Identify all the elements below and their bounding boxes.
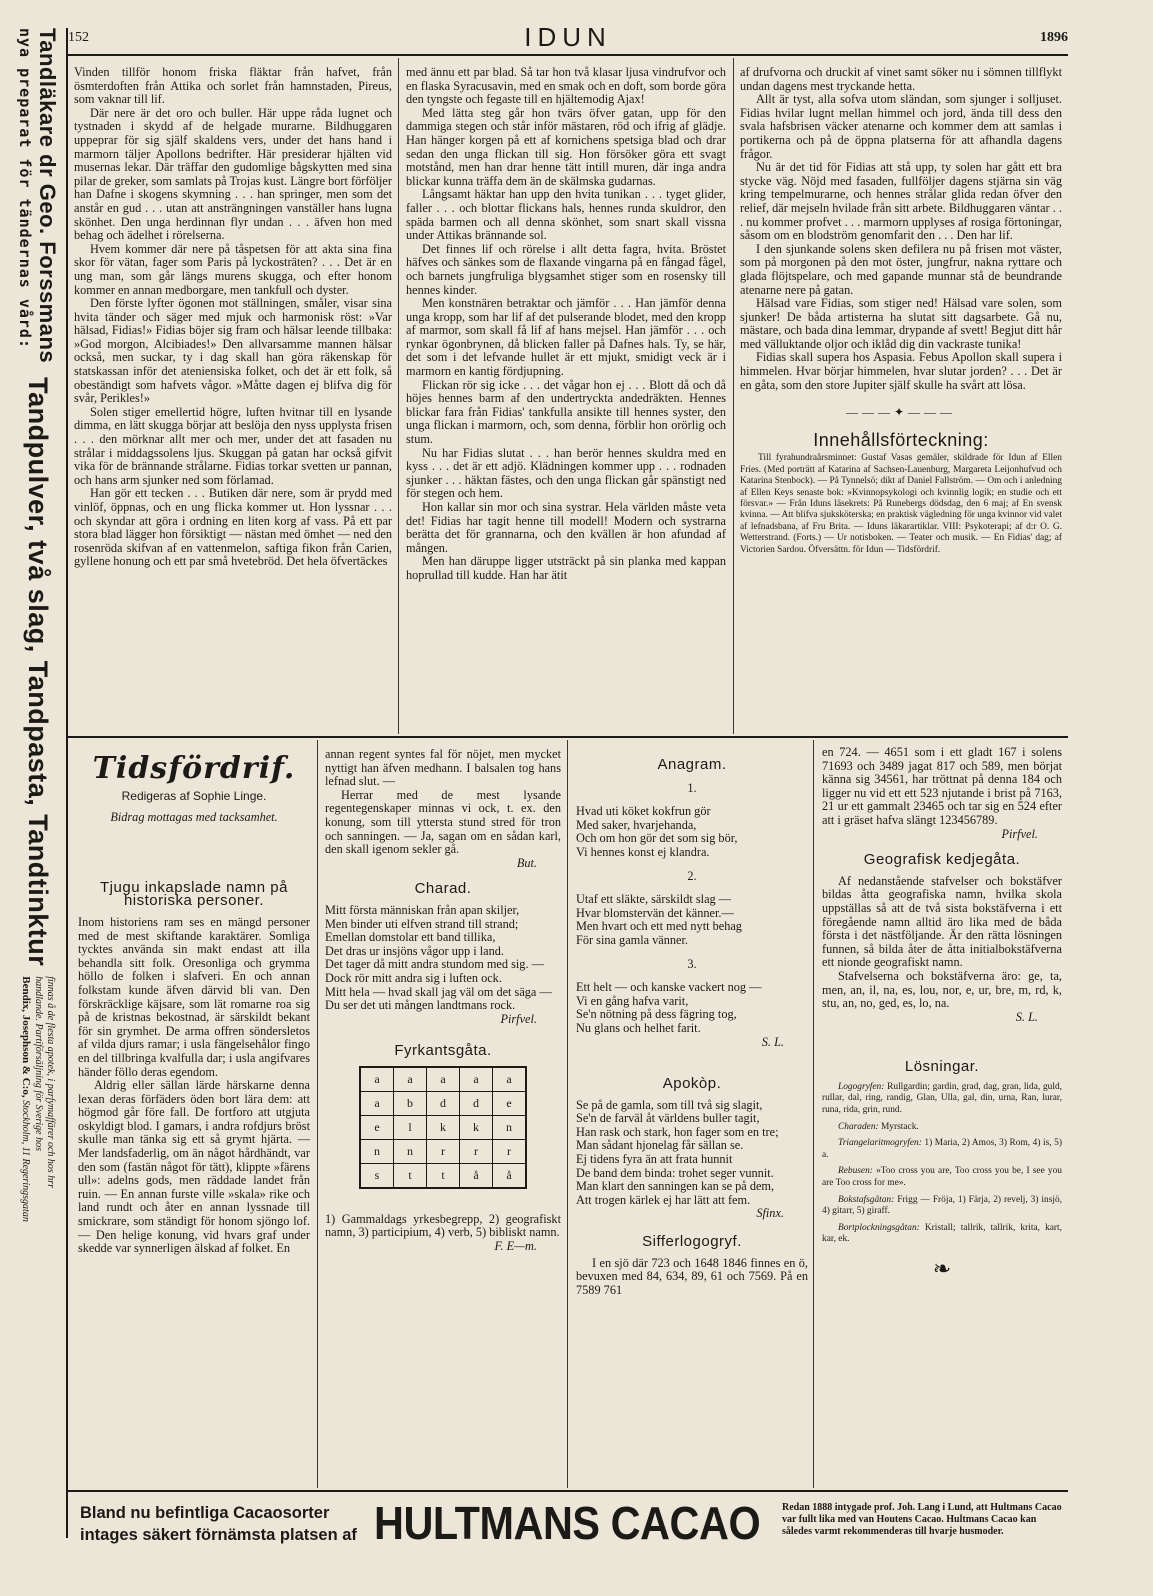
grid-cell: a [360,1067,394,1092]
apokop-line: Att trogen kärlek ej har lätt att fem. [576,1192,751,1207]
apokop-line: De band dem binda: trohet seger vunnit. [576,1165,774,1180]
grid-cell: a [460,1067,493,1092]
grid-row [360,1163,526,1188]
article-paragraph: Med lätta steg går hon tvärs öfver gatan, upp för den dammiga stegen och står inför mästaren, röd och ifrig af glädje. Han hänger korgen på ett af kornichens spetsiga blad och drar sedan den unga flickan till sig. Hon försöker göra ett svagt motstånd, men han drar henne tätt intill muren, där inga andra blickar kunna träffa dem än de skälmska gudarnas. [406,105,726,188]
grid-cell: b [394,1091,427,1115]
article-paragraph: Hälsad vare Fidias, som stiger ned! Hälsad vare solen, som sjunker! De båda artisterna ha slutat sitt dagsarbete. Gå nu, mästare, och bada dina lemmar, drypande af svett! Begjut ditt hår med välluktande oljor och iklåd dig din vackraste tunika! [740,296,1062,351]
column-divider [398,58,399,734]
side-ad-products: Tandpulver, två slag, Tandpasta, Tandtinktur [23,377,54,967]
article-paragraph: Nu har Fidias slutat . . . han berör hennes skuldra med en kyss . . . det är ett adjö. Klädningen kommer upp . . . rodnaden sjunker . . . häktan fästes, och den unga flickan går spänstigt ned för stegen och hem. [406,445,726,501]
anagram-line: Se'n nötning på dess fägring tog, [576,1007,737,1022]
anagram-line: Vi hennes konst ej klandra. [576,844,710,859]
puzzle-text: annan regent syntes fal för nöjet, men mycket nyttigt han äfven medhann. I balsalen tog hans lefnad slut. — [325,747,561,789]
siffer-text: I en sjö där 723 och 1648 1846 finnes en ö, bevuxen med 84, 634, 89, 61 och 7569. På en 7589 761 [576,1255,808,1297]
column-divider [317,740,318,1488]
fyrkant-title: Fyrkantsgåta. [394,1042,492,1060]
article-paragraph: Nu är det tid för Fidias att stå upp, ty solen har gått ett bra stycke väg. Nöjd med fasaden, fullföljer dagens stjärna sin väg kring tempelmurarne, och hennes strålar glida redan öfver den relief, där mejseln hvilade från sitt arbete. Bildhuggaren väntar . . . nu kommer profvet . . . marmorn upplyses af rosiga förtoningar, såsom om en blodström genomfarit den . . . Den har lif. [740,160,1062,243]
charad-line: Mitt hela — hvad skall jag väl om det säga — [325,984,552,999]
grid-cell: å [493,1163,527,1188]
charad-line: Emellan domstolar ett band tillika, [325,930,496,945]
article-paragraph: Han gör ett tecken . . . Butiken där nere, som är prydd med vinlöf, öppnas, och en ung flicka kommer ut. Hon lyssnar . . . och skyndar att göra i ordning en liten korg af vass. På ett par stora blad lägger hon försiktigt — nästan med ömhet — ned den rosenröda skifvan af en vattenmelon, saftiga fikon från Carien, gyllene honung och ett par små hvetebröd. Det hela öfvertäckes [74,486,392,569]
solution-label: Triangelaritmogryfen: [838,1138,922,1149]
grid-cell: e [493,1091,527,1115]
signature: Sfinx. [756,1206,784,1221]
article-paragraph: Långsamt häktar han upp den hvita tunikan . . . tyget glider, faller . . . och blottar flickans hals, hennes runda skuldror, den späda barmen och all denna skönhet, som snart skall vissna under Attikas brännande sol. [406,187,726,243]
grid-cell: a [493,1067,527,1092]
charad-line: Mitt första människan från apan skiljer, [325,902,520,917]
column-divider [567,740,568,1488]
fyrkant-grid [359,1066,527,1189]
article-paragraph: Där nere är det oro och buller. Här uppe råda lugnet och tystnaden i skydd af de helgade murarne. Bildhuggaren uppeprar för sig själf skaldens vers, under det hans hand i marmorn täljer Apollons bedrifter. Här presiderar hjälten vid musernas lekar. Där träffar den gudomlige bågskytten med sina pilar de greker, som samlats på Trojas kust. Längre bort förföljer han Dafne i skogens skymning . . . han springer, men som det anstår en gud . . . utan att ansträngningen vanställer hans lugna skönhet. Den unga herdinnan flyr undan . . . äfven hon med behag och ädelhet i rörelserna. [74,105,392,243]
article-paragraph: Hvem kommer där nere på tåspetsen för att akta sina fina skor för vätan, fager som Paris på lyckosträten? . . . Det är en ung man, som går längs murens skugga, och efter honom kommer en annan medborgare, men tankfull och dyster. [74,241,392,297]
anagram-line: Utaf ett släkte, särskildt slag — [576,892,732,907]
solution-item [822,1082,1062,1117]
grid-cell: r [493,1139,527,1163]
editor-line: Redigeras af Sophie Linge. [121,788,267,803]
side-ad-fineprint [20,976,57,1222]
grid-cell: e [360,1115,394,1139]
fyrkant-clues: 1) Gammaldags yrkesbegrepp, 2) geografiskt namn, 3) participium, 4) verb, 5) bibliskt namn. [325,1211,561,1240]
solution-text: Frigg — Fröja, 1) Färja, 2) revelj, 3) insjö, 4) gitarr, 5) giraff. [822,1194,1062,1217]
losningar-title: Lösningar. [904,1058,980,1076]
grid-cell: t [427,1163,460,1188]
column-divider [813,740,814,1488]
grid-cell: l [394,1115,427,1139]
apokop-title: Apokòp. [662,1075,722,1093]
puzzle-column-3 [576,758,808,1297]
cacao-ad-left-1: Bland nu befintliga Cacaosorter [80,1504,330,1522]
grid-cell: k [427,1115,460,1139]
contents-title: Innehållsförteckning: [813,429,989,450]
solution-text: Rullgardin; gardin, grad, dag, gran, lida, guld, rullar, dal, ring, randig, Glan, Ulla, gal, din, urna, Ran, lurar, runa, rida, grin, rund. [822,1081,1062,1116]
solution-label: Bortplockningsgåtan: [838,1222,920,1233]
puzzle-column-4 [822,745,1062,1281]
solution-item [822,1166,1062,1189]
contributions-line: Bidrag mottagas med tacksamhet. [110,810,278,825]
side-divider [66,28,68,1538]
grid-cell: t [394,1163,427,1188]
grid-cell: r [427,1139,460,1163]
cacao-ad-right: Redan 1888 intygade prof. Joh. Lang i Lund, att Hultmans Cacao var fullt lika med van Houtens Cacao. Hultmans Cacao kan således varmt rekommenderas till hvarje husmoder. [782,1502,1062,1537]
charad-line: Det dras ur insjöns vågor upp i land. [325,943,504,958]
signature: Pirfvel. [1001,826,1038,841]
solution-text: Kristall; tallrik, tallrik, krita, kart, kar, ek. [822,1222,1062,1245]
apokop-line: Ej tidens fyra än att frata hunnit [576,1152,733,1167]
grid-row [360,1115,526,1139]
article-paragraph: Solen stiger emellertid högre, luften hvitnar till en lysande dimma, en lätt skugga börjar att beslöja den nyss upplysta frisen . . . den mörknar allt mer och mer, under det att fasaden nu strålar i middagssolens ljus. Skuggan på gatan har också gifvit vika för de brännande strålarne. Fidias torkar svetten ur pannan, och hans arm sjunker ned som förlamad. [74,404,392,487]
grid-cell: k [460,1115,493,1139]
grid-cell: a [427,1067,460,1092]
article-paragraph: Vinden tillför honom friska fläktar från hafvet, från ösmterdoften från Attika och sorlet från hamnstaden, Pireus, som vaknar till lif. [74,65,392,107]
anagram-line: Men hvart och ett med nytt behag [576,919,742,934]
grid-row [360,1091,526,1115]
article-column-3 [740,66,1062,556]
grid-cell: s [360,1163,394,1188]
anagram-number: 1. [687,780,697,795]
grid-cell: n [394,1139,427,1163]
side-ad-subtitle: nya preparat för tändernas vård: [16,28,34,349]
solution-label: Logogryfen: [838,1081,885,1092]
article-paragraph: Fidias skall supera hos Aspasia. Febus Apollon skall supera i himmelen. Hvar börjar himmelen, hvar slutar jorden? . . . Det är en gåta, som den store Jupiter själf skulle ha svårt att lösa. [740,350,1062,392]
anagram-line: Hvad uti köket kokfrun gör [576,804,711,819]
cacao-brand: HULTMANS CACAO [374,1497,761,1549]
anagram-line: Ett helt — och kanske vackert nog — [576,980,762,995]
contents-text: Till fyrahundraårsminnet: Gustaf Vasas gemäler, skildrade för Idun af Ellen Fries. (Med porträtt af Katarina af Sachsen-Lauenburg, Margareta Leijonhufvud och Katarina Stenbock). — På Tynnelsö; dikt af Daniel Fallström. — Om och i anledning af Ellen Keys senaste bok: »Kvinnopsykologi och kvinnlig logik; en studie och ett försvar.» — Från Iduns läsekrets: På Runebergs dödsdag, den 6 maj; af En svensk kvinna. — Att blifva sjuksköterska; en praktisk vägledning för unga kvinnor vid valet af lefnadsbana, af Fru Brita. — Iduns läkarartiklar. VIII: Psykoterapi; af d:r O. G. Wetterstrand. (Forts.) — Ur notisboken. — Teater och musik. — En Fidias' dag; af Victorien Sardou. Öfversättn. för Idun — Tidsfördrif. [740,453,1062,555]
side-ad-dentist: Tandläkare dr Geo. Forssmans [35,28,60,364]
signature: Pirfvel. [500,1011,537,1026]
section-rule [68,736,1068,738]
anagram-line: Vi en gång hafva varit, [576,993,689,1008]
solution-item [822,1195,1062,1218]
siffer-continued: en 724. — 4651 som i ett gladt 167 i solens 71693 och 3489 jagat 817 och 589, men börjat känna sig 34561, har tröttnat på denna 184 och ligger nu vid ett ett 523 njutande i brist på 7163, 21 ur ett gammalt 23465 och tar sig en 524 efter att i gräset hafva slängt 123456789. [822,745,1062,827]
side-advertisement [8,28,68,1508]
solution-text: »Too cross you are, Too cross you be, I see you are Too cross for me». [822,1166,1062,1189]
page-header [68,22,1068,52]
article-paragraph: Flickan rör sig icke . . . det vågar hon ej . . . Blott då och då höjes hennes barm af den undertryckta andedräkten. Hennes blickar fara från Fidias' tankfulla ansikte till hennes syster, den unga flickan i marmorn, och, som denna, förblir hon orörlig och stum. [406,377,726,447]
apokop-line: Man sådant hjonelag får sällan se. [576,1138,744,1153]
anagram-line: Och om hon gör det som sig bör, [576,831,738,846]
issue-year: 1896 [1040,30,1068,45]
grid-cell: n [360,1139,394,1163]
article-paragraph: Hon kallar sin mor och sina systrar. Hela världen måste veta det! Fidias har tagit henne till modell! Modern och systrarna berätta det för grannarna, och den kvällen är hon afundad af mången. [406,500,726,555]
solution-label: Bokstafsgåtan: [838,1194,895,1205]
solution-label: Rebusen: [838,1166,873,1177]
side-ad-fine-2: handlande. Partiförsäljning för Sverige hos [33,976,45,1151]
anagram-number: 3. [687,956,697,971]
puzzle-column-2 [325,748,561,1254]
article-paragraph: I den sjunkande solens sken defilera nu på frisen mot väster, som på morgonen på den mot öster, jungfrur, nakna ryttare och glada flöjtspelare, och med gapande munnar stå de beundrande atenarne nere på gatan. [740,241,1062,297]
signature: F. E—m. [494,1239,537,1254]
anagram-line: Med saker, hvarjehanda, [576,817,697,832]
puzzle-paragraph: Inom historiens ram ses en mängd personer med de mest skiftande karaktärer. Somliga tycktes använda sin makt endast att illa behandla sitt folk. Oresonliga och grymma höllo de folken i slafveri. En och annan folkstam kunde äfven därvid bli van. Den förskräcklige käjsare, som lät romarne roa sig på de kristnas bekostnad, är särskildt bekant för sin grymhet. De arma offren söndersletos af vilda djurs ramar; i usla fängelsehålor fingo en del tillbringa kvalfulla dar; i usla angifvares händer föllo deras egendom. [78,914,310,1079]
anagram-number: 2. [687,868,697,883]
side-ad-fine-4: Stockholm, 11 Regeringsgatan [20,1100,32,1222]
grid-row [360,1067,526,1092]
grid-cell: a [360,1091,394,1115]
article-column-1 [74,66,392,569]
page-number: 152 [68,30,89,45]
column-divider [733,58,734,734]
cacao-ad-left-2: intages säkert förnämsta platsen af [80,1526,357,1544]
grid-cell: d [427,1091,460,1115]
geo-text-2: Stafvelserna och bokstäfverna äro: ge, ta, men, an, il, na, es, lou, nor, e, ur, bre, m, rd, k, stu, an, no, ged, es, lo, na. [822,968,1062,1011]
article-paragraph: Allt är tyst, alla sofva utom sländan, som sjunger i solljuset. Fidias hvilar lugnt mellan himmel och jord, ända till dess den svala hafsbrisen väcker atenarne och kommer dem att samlas i portikerna och på de öppna platserna för att afhandla dagens frågor. [740,92,1062,161]
puzzle-column-1 [78,751,310,1256]
charad-line: Du ser det uti mången landtmans rock. [325,998,516,1013]
puzzle-paragraph: Aldrig eller sällan lärde härskarne denna lexan deras förfäders öden bort lära dem: att högmod går före fall. De fortforo att utgjuta oskyldigt blod. I gamars, i andra rofdjurs bröst skulle man tänka sig ett så grymt hjärta. — Mer landsfaderlig, om än något hårdhändt, var den som (fastän något för tätt), klippte »färens ull»: adelns gods, men räddade landet från ruin. — En annan furste ville »skala» rike och land rundt och åter en annan lyssnade till smickrare, som ständigt för honom sjöngo lof. — Den helige konung, vid hvars graf under skedde var synnerligen älskad af folket. En [78,1078,310,1256]
tidsfordrif-title: Tidsfördrif. [92,751,296,786]
solution-item [822,1138,1062,1161]
anagram-title: Anagram. [657,756,727,773]
grid-cell: å [460,1163,493,1188]
puzzle-text: Herrar med de mest lysande regentegenskaper minnas vi ock, t. ex. den konung, som till yttersta stund stred för tron och sanningen. — Ja, sagan om en sådan karl, den skall igenom sekler gå. [325,787,561,857]
article-paragraph: af drufvorna och druckit af vinet samt söker nu i sömnen tillflykt undan dagens mest tryckande hetta. [740,65,1062,93]
solution-item [822,1122,1062,1134]
grid-row [360,1139,526,1163]
article-paragraph: Men han däruppe ligger utsträckt på sin planka med kappan hoprullad till kudde. Han har ätit [406,554,726,582]
apokop-line: Se'n de farväl åt världens buller tagit, [576,1111,760,1126]
apokop-line: Han rask och stark, hon fager som en tre; [576,1124,779,1139]
apokop-line: Se på de gamla, som till två sig slagit, [576,1097,763,1112]
signature: S. L. [1015,1009,1038,1024]
signature: S. L. [761,1034,784,1049]
apokop-line: Man klart den sanningen kan se på dem, [576,1179,775,1194]
article-paragraph: Den förste lyfter ögonen mot ställningen, småler, visar sina hvita tänder och säger med mjuk och harmonisk röst: »Var hälsad, Fidias!» Fidias böjer sig fram och hälsar leende tillbaka: »God morgon, Alcibiades!» Den allvarsamme mannen hälsar också, men suckar, ty i dag skall han göra räkenskap för statskassan inför det ateniensiska folket, och det är ett folk, så obeständigt som hafvets vågor. »Måtte dagen ej blifva dig för svår, Perikles!» [74,296,392,406]
article-column-2 [406,66,726,583]
charad-line: Dock rör mitt andra sig i luften ock. [325,970,502,985]
charad-line: Det tager då mitt andra stundom med sig. — [325,957,544,972]
siffer-title: Sifferlogogryf. [642,1233,742,1251]
side-ad-fine-1: finnas å de flesta apotek, i parfymaffärer och hos hrr [45,976,57,1189]
fleuron-icon: ❧ [932,1256,952,1281]
geo-title: Geografisk kedjegåta. [863,851,1021,869]
article-paragraph: med ännu ett par blad. Så tar hon två klasar ljusa vindrufvor och en flaska Syracusavin, med en smak och en doft, som borde göra den tyngste och fegaste till en hjältemodig Ajax! [406,65,726,107]
grid-cell: r [460,1139,493,1163]
grid-cell: d [460,1091,493,1115]
anagram-line: Hvar blomstervän det känner.— [576,905,734,920]
charad-line: Men binder uti elfven strand till strand; [325,916,519,931]
solution-item [822,1223,1062,1246]
solution-label: Charaden: [838,1121,879,1132]
article-paragraph: Men konstnären betraktar och jämför . . . Han jämför denna unga kropp, som har lif af det pulserande blodet, med den kropp af marmor, som skall få lif af hans mejsel. Han jämför . . . och rynkar ögonbrynen, då blicken faller på Dafnes hals. Ty, se här, det som i det lefvande hullet är ett mjukt, smidigt veck är i marmorn en kantig fördjupning. [406,296,726,379]
puzzle-names-title: Tjugu inkapslade namn på historiska personer. [100,878,288,910]
article-paragraph: Det finnes lif och rörelse i allt detta fagra, hvita. Bröstet häfves och sänkes som de flaxande vingarna på en fångad fågel, och barnets jungfruliga blygsamhet stiger som en rosenskу till hennes kinder. [406,241,726,297]
anagram-line: För sina gamla vänner. [576,932,689,947]
bottom-advertisement [68,1490,1068,1549]
magazine-title: IDUN [524,22,612,52]
separator-ornament: ———✦——— [845,405,957,420]
side-ad-fine-3: Bendix, Josephson & C:o, [20,976,33,1098]
solution-text: Myrstack. [878,1121,919,1132]
header-rule [68,54,1068,56]
solution-text: 1) Maria, 2) Amos, 3) Rom, 4) is, 5) a. [822,1138,1062,1160]
grid-cell: a [394,1067,427,1092]
grid-cell: n [493,1115,527,1139]
anagram-line: Nu glans och helhet farit. [576,1020,701,1035]
charad-title: Charad. [414,880,472,898]
signature: But. [516,855,537,870]
geo-text: Af nedanstående stafvelser och bokstäfver bildas åtta geografiska namn, hvilka skola uppställas så att de två sista bokstäfverna i ett föregående namn alltid äro lika med de båda första i det nästföljande. Är den rätta lösningen funnen, så bilda åter de åtta initialbokstäfverna ett nionde geografiskt namn. [822,873,1062,970]
cacao-ad-left [80,1502,357,1546]
